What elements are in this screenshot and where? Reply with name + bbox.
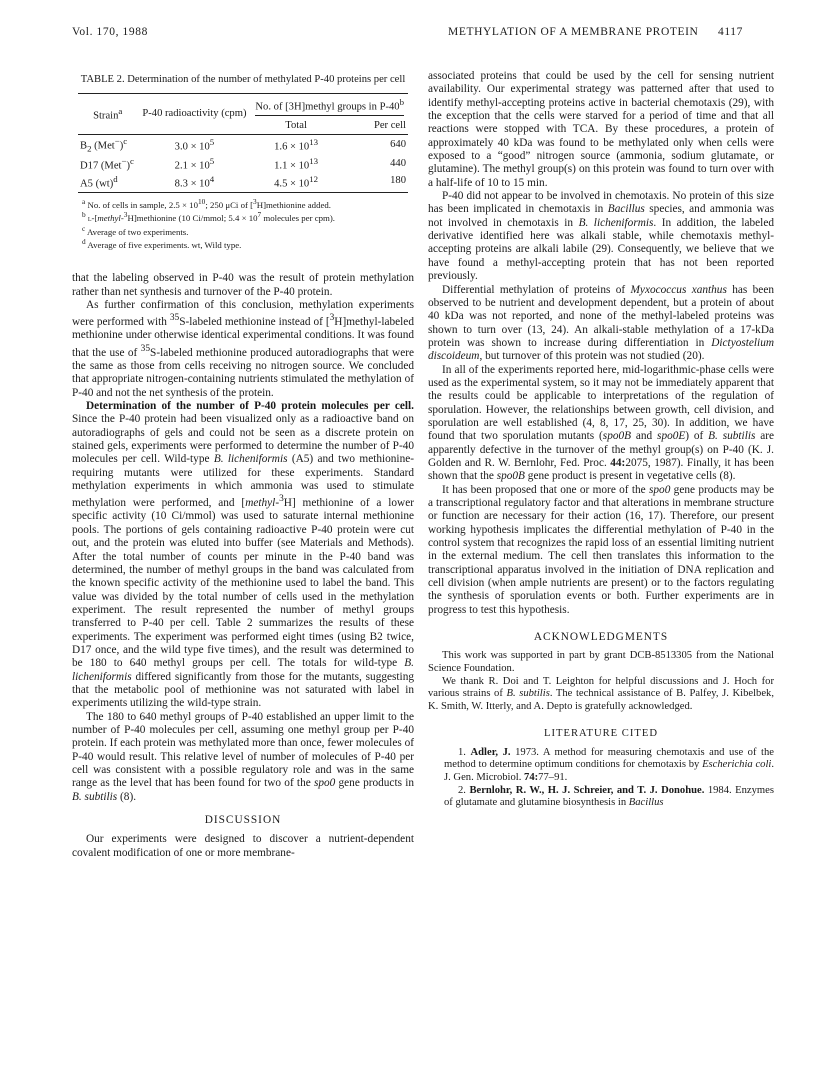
total-cell: $4.5 \times 10^{12}$ bbox=[251, 173, 340, 193]
paragraph: associated proteins that could be used by the cell for sensing nutrient availability. Our experimental strategy was patterned after that used to identify methyl-accepting proteins active in bacterial chemotaxis (29), with the exception that the cells were starved for a period of time and that all reactions were stopped with TCA. By these procedures, a protein of approximately 40 kDa was found to be methylated only when cells were exposed to a “good” nitrogen source (ammonia, sodium glutamate, or glutamine). The methyl group(s) on this protein was found to turn over with a half-life of 10 to 15 min. bbox=[428, 70, 774, 189]
cpm-cell: $2.1 \times 10^5$ bbox=[174, 155, 215, 172]
strain-cell: $B_2$ $(Met^-)^c$ bbox=[80, 136, 128, 154]
reference-item: 1. Adler, J. 1973. A method for measuring chemotaxis and use of the method to determine optimum conditions for chemotaxis by Escherichia coli. J. Gen. Microbiol. 74:77–91. bbox=[444, 746, 774, 783]
paragraph: that the labeling observed in P-40 was the result of protein methylation rather than net synthesis and turnover of the P-40 protein. bbox=[72, 272, 414, 298]
col-header-strain: Strain$^a$ bbox=[78, 93, 137, 135]
right-column bbox=[428, 70, 774, 810]
footnote-a: $^a$ No. of cells in sample, $2.5 \times 10^{10}$; 250 μCi of [$^3$H]methionine added. bbox=[82, 197, 331, 210]
footnote-c: $^c$ Average of two experiments. bbox=[82, 223, 189, 237]
col-header-per-cell: Per cell bbox=[341, 118, 408, 135]
paragraph: As further confirmation of this conclusion, methylation experiments were performed with $^{35}$S-labeled methionine instead of [$^3$H]methyl-labeled methionine under otherwise identical experimental conditions. It was found that the use of $^{35}$S-labeled methionine produced autoradiographs that were the same as those from cells receiving no nitrogen source. We concluded that appropriate nitrogen-containing nutrients stimulated the methylation of P-40 and not the net synthesis of the protein. bbox=[72, 299, 415, 399]
paragraph: It has been proposed that one or more of the spo0 gene products may be a transcriptional regulatory factor and that alterations in membrane structure or function are necessary for their action (16, 17). Therefore, our present working hypothesis implicates the differential methylation of P-40 in the control system that recognizes the rapid loss of an essential limiting nutrient in the external medium. The cell then translates this information to the transcriptional apparatus involved in the initiation of DNA replication and cell division (when ample nutrients are present) or to the factors regulating the synthesis of sporulation events or both. Further experiments are in progress to test this hypothesis. bbox=[428, 483, 774, 616]
footnote-d: $^d$ Average of five experiments. wt, Wild type. bbox=[82, 237, 242, 250]
col-header-total: Total bbox=[251, 118, 340, 135]
paragraph: In all of the experiments reported here, mid-logarithmic-phase cells were used as the experimental system, so it may not be immediately apparent that the results could be applicable to interpretations of the regulation of sporulation. However, the relationships between growth, cell division, and sporulation are well established (4, 8, 17, 25, 30). In addition, we have found that two sporulation mutants (spo0B and spo0E) of B. subtilis are apparently defective in the turnover of the methyl group(s) on P-40 (K. J. Golden and R. W. Bernlohr, Fed. Proc. 44:2075, 1987). Finally, it has been shown that the spo0B gene product is present in vegetative cells (8). bbox=[428, 363, 775, 483]
total-cell: $1.6 \times 10^{13}$ bbox=[274, 137, 319, 153]
reference-list bbox=[428, 747, 774, 810]
footnote-b: $^b$ l-[methyl-$^3$H]methionine (10 Ci/mmol; $5.4 \times 10^7$ molecules per cpm). bbox=[82, 210, 335, 224]
paragraph: P-40 did not appear to be involved in chemotaxis. No protein of this size has been implicated in chemotaxis in Bacillus species, and ammonia was not involved in chemotaxis in B. licheniformis. In addition, the labeled derivative identified here was alkali stable, while chemotaxis methyl-accepting proteins are alkali labile (29). Consequently, we believe that we have found a methyl-accepting protein that has not been reported previously. bbox=[428, 190, 774, 283]
table-2-title: TABLE 2. Determination of the number of methylated P-40 proteins per cell bbox=[80, 74, 406, 85]
section-heading-acknowledgments: ACKNOWLEDGMENTS bbox=[533, 631, 669, 644]
col-header-methyl-groups: No. of [3H]methyl groups in P-40$^b$ bbox=[251, 93, 408, 118]
section-heading-literature: LITERATURE CITED bbox=[544, 728, 658, 740]
page-number: 4117 bbox=[718, 26, 743, 38]
percell-cell: 640 bbox=[390, 139, 406, 151]
paragraph: This work was supported in part by grant DCB-8513305 from the National Science Foundation. bbox=[428, 650, 774, 675]
section-heading-discussion: DISCUSSION bbox=[204, 814, 282, 827]
table-row bbox=[78, 155, 408, 173]
percell-cell: 180 bbox=[341, 173, 408, 193]
reference-item: 2. Bernlohr, R. W., H. J. Schreier, and T. J. Donohue. 1984. Enzymes of glutamate and glutamine biosynthesis in Bacillus bbox=[444, 784, 774, 809]
cpm-cell: $8.3 \times 10^4$ bbox=[137, 173, 251, 193]
percell-cell: 440 bbox=[390, 157, 406, 169]
col-header-radioactivity: P-40 radioactivity (cpm) bbox=[137, 93, 251, 135]
strain-cell: A5 (wt)$^d$ bbox=[78, 173, 137, 193]
table-row bbox=[78, 135, 408, 155]
running-header-volume: Vol. 170, 1988 bbox=[72, 26, 148, 38]
paragraph: Differential methylation of proteins of Myxococcus xanthus has been observed to be nutrient and development dependent, but a protein of about 40 kDa was not reported, and none of the methyl-labeled proteins was shown to turn over (13, 24). An alkali-stable methylation of a 17-kDa protein was shown to increase during differentiation in Dictyostelium discoideum, but turnover of this protein was not studied (20). bbox=[428, 283, 774, 363]
running-header-title: METHYLATION OF A MEMBRANE PROTEIN bbox=[448, 26, 699, 38]
paragraph: Determination of the number of P-40 protein molecules per cell. Since the P-40 protein had been visualized only as a radioactive band on autoradiographs of gels and could not be seen as a discrete protein on stained gels, experiments were performed to determine the number of P-40 molecules per cell. Wild-type B. licheniformis (A5) and two methionine-requiring mutants were utilized for these experiments. Standard methylation experiments in which ammonia was used to stimulate methylation were performed, and [methyl-$^3$H] methionine of a lower specific activity (10 Ci/mmol) was used to saturate internal methionine pools. The portions of gels containing radioactive P-40 protein were cut out, and the protein was eluted into buffer (see Materials and Methods). After the total number of counts per minute in the P-40 band was determined, the number of methyl groups in the band was calculated from the known specific activity of the methionine used to label the band. This value was divided by the total number of cells used in the methylation experiment. The result represented the number of methyl groups transferred to P-40 per cell. Table 2 summarizes the results of these experiments. The experiment was performed eight times (using B2 twice, D17 once, and the wild type five times), and the result was determined to be 180 to 640 methyl groups per cell. The totals for wild-type B. licheniformis differed significantly from those for the mutants, suggesting that the metabolic pool of methionine was not saturated with label in experiments utilizing the wild-type strain. bbox=[72, 399, 414, 710]
cpm-cell: $3.0 \times 10^5$ bbox=[174, 137, 215, 153]
table-2 bbox=[78, 93, 408, 193]
total-cell: $1.1 \times 10^{13}$ bbox=[274, 155, 319, 172]
paragraph-heading: Determination of the number of P-40 protein molecules per cell. bbox=[86, 399, 414, 412]
table-footnotes bbox=[82, 197, 414, 250]
table-row bbox=[78, 173, 408, 193]
paragraph: We thank R. Doi and T. Leighton for helpful discussions and J. Hoch for various strains of B. subtilis. The technical assistance of B. Palfey, J. Kibelbek, K. Smith, W. Itterly, and A. Depto is gratefully acknowledged. bbox=[428, 675, 774, 712]
strain-cell: D17 $(Met^-)^c$ bbox=[80, 155, 134, 172]
paragraph: Our experiments were designed to discover a nutrient-dependent covalent modification of one or more membrane- bbox=[72, 833, 414, 859]
paragraph: The 180 to 640 methyl groups of P-40 established an upper limit to the number of P-40 molecules per cell, assuming one methyl group per P-40 protein. If each protein was methylated more than once, fewer molecules of P-40 would result. This relative level of number of molecules of P-40 per cell was consistent with a possible regulatory role and was in the same range as the level that has been found for two of the spo0 gene products in B. subtilis (8). bbox=[72, 710, 414, 803]
left-column bbox=[72, 74, 414, 860]
